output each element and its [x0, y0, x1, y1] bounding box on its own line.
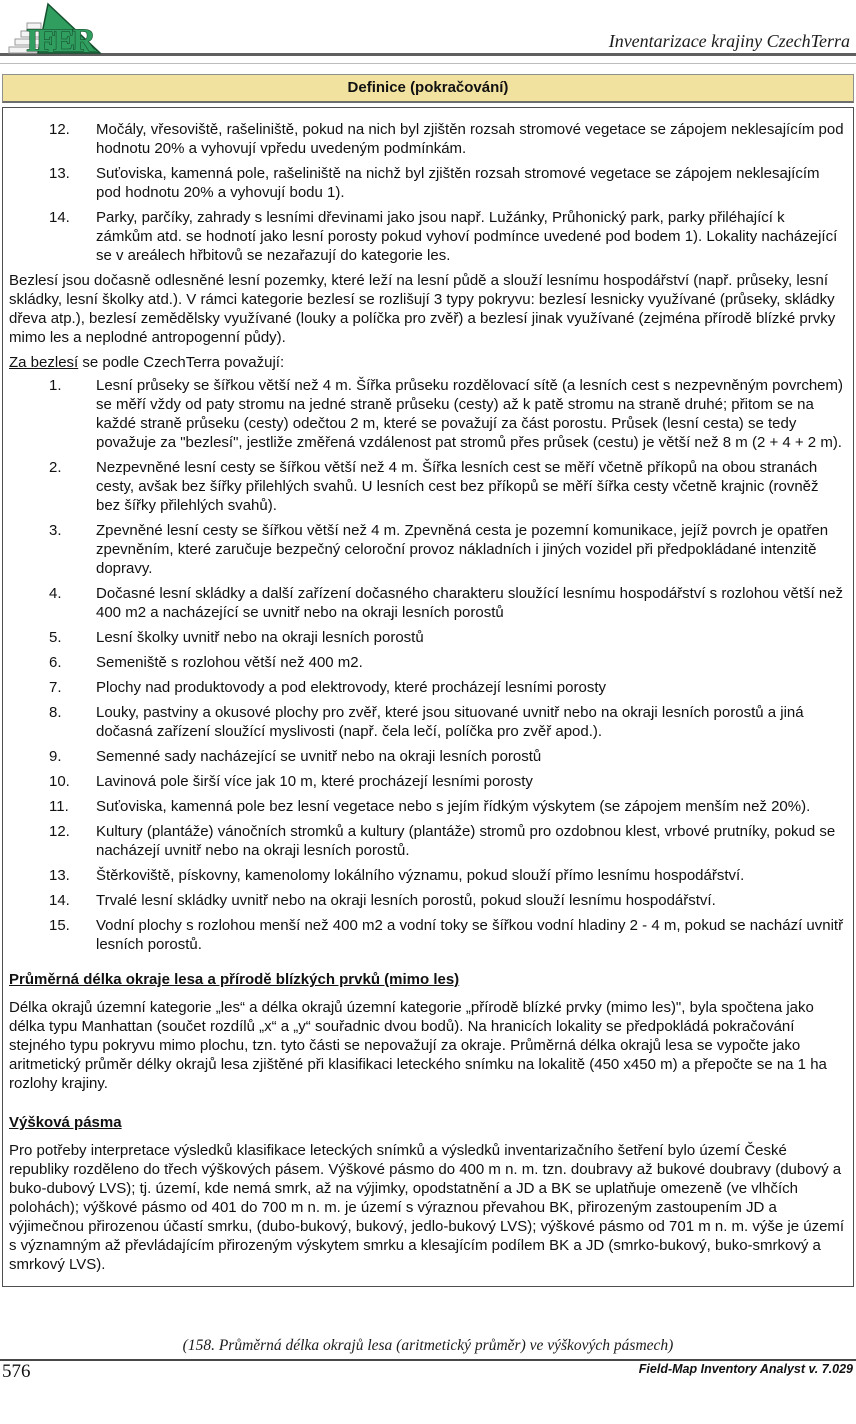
list-item	[9, 584, 845, 622]
document-title: Inventarizace krajiny CzechTerra	[608, 31, 850, 51]
list-item-text: Semenné sady nacházející se uvnitř nebo na okraji lesních porostů	[96, 748, 542, 765]
list-item	[9, 797, 845, 816]
list-item-text: Močály, vřesoviště, rašeliniště, pokud na nich byl zjištěn rozsah stromové vegetace se zápojem neklesajícím pod hodnotu 20% a vyhovují vpředu uvedeným podmínkám.	[96, 121, 844, 157]
list-item-text: Kultury (plantáže) vánočních stromků a kultury (plantáže) stromů pro ozdobnou klest, vrbové prutníky, pokud se nacházejí uvnitř nebo na okraji lesních porostů.	[96, 823, 836, 859]
list-item-number: 11.	[49, 798, 69, 815]
paragraph-average-edge-length: Délka okrajů územní kategorie „les“ a délka okrajů územní kategorie „přírodě blízké prvky (mimo les)", byla spočtena jako délka typu Manhattan (součet rozdílů „x“ a „y“ souřadnic dvou bodů). Na hranicích lokality se předpokládá pokračování stejného typu pokryvu mimo plochu, tzn. tyto části se nepovažují za okraje. Průměrná délka okrajů lesa se vypočte jako aritmetický průměr délky okrajů lesa zjištěné při klasifikaci leteckého snímku na lokalitě (450 x450 m) a přepočte se na 1 ha rozlohy krajiny.	[9, 999, 827, 1092]
section-title-bar: Definice (pokračování)	[2, 74, 854, 103]
header-rule	[0, 56, 856, 64]
list-item-text: Dočasné lesní skládky a další zařízení dočasného charakteru sloužící lesnímu hospodářství s rozlohou větší než 400 m2 a nacházející se uvnitř nebo na okraji lesních porostů	[96, 585, 844, 621]
list-item-text: Suťoviska, kamenná pole bez lesní vegetace nebo s jejím řídkým výskytem (se zápojem menším než 20%).	[96, 798, 811, 815]
list-item-text: Štěrkoviště, pískovny, kamenolomy lokálního významu, pokud slouží přímo lesnímu hospodářství.	[96, 867, 745, 884]
list-item	[9, 703, 845, 741]
app-version-label: Field-Map Inventory Analyst v. 7.029	[638, 1362, 853, 1376]
list-item	[9, 164, 845, 202]
definition-list-b	[9, 376, 845, 954]
list-item-number: 10.	[49, 773, 70, 790]
ifer-logo	[8, 2, 102, 56]
list-item-text: Trvalé lesní skládky uvnitř nebo na okraji lesních porostů, pokud slouží lesnímu hospodářství.	[96, 892, 716, 909]
list-item	[9, 678, 845, 697]
list-item-text: Nezpevněné lesní cesty se šířkou větší než 4 m. Šířka lesních cest se měří včetně příkopů na obou stranách cesty, avšak bez šířky přilehlých svahů. U lesních cest bez příkopů se měří šířka cesty včetně krajnic (rovněž bez šířky přilehlých svahů).	[96, 459, 819, 514]
list-item-number: 8.	[49, 704, 62, 721]
list-item	[9, 772, 845, 791]
list-item	[9, 376, 845, 452]
list-item-text: Plochy nad produktovody a pod elektrovody, které procházejí lesními porosty	[96, 679, 606, 696]
definitions-content-box	[2, 107, 854, 1287]
list-item-text: Lesní průseky se šířkou větší než 4 m. Šířka průseku rozdělovací sítě (a lesních cest s nezpevněným povrchem) se měří vždy od paty stromu na jedné straně průseku (cesty) až k patě stromu na straně druhé; přitom se na každé straně průseku (cesty) odečtou 2 m, které se považují za část porostu. Průsek (lesní cesta) se tedy považuje za "bezlesí", jestliže změřená vzdálenost pat stromů přes průsek (cestu) je větší než 8 m (2 + 4 + 2 m).	[96, 377, 843, 451]
list-item-number: 12.	[49, 121, 70, 138]
figure-caption: (158. Průměrná délka okrajů lesa (aritmetický průměr) ve výškových pásmech)	[182, 1337, 674, 1354]
list-item-number: 14.	[49, 209, 70, 226]
list-item-number: 9.	[49, 748, 62, 765]
list-item	[9, 822, 845, 860]
intro-underlined-phrase: Za bezlesí	[9, 354, 79, 371]
page-header	[0, 0, 856, 56]
footer-row	[0, 1361, 856, 1383]
list-item-number: 13.	[49, 165, 70, 182]
list-item	[9, 916, 845, 954]
list-item-number: 15.	[49, 917, 70, 934]
list-item-number: 12.	[49, 823, 70, 840]
list-item	[9, 866, 845, 885]
list-item-text: Lesní školky uvnitř nebo na okraji lesních porostů	[96, 629, 424, 646]
list-item	[9, 653, 845, 672]
intro-rest: se podle CzechTerra považují:	[78, 354, 285, 371]
logo-letters: IFER	[26, 23, 93, 56]
list-item-text: Semeniště s rozlohou větší než 400 m2.	[96, 654, 363, 671]
paragraph-bezlesi: Bezlesí jsou dočasně odlesněné lesní pozemky, které leží na lesní půdě a slouží lesnímu hospodářství (např. průseky, lesní skládky, lesní školky atd.). V rámci kategorie bezlesí se rozlišují 3 typy pokryvu: bezlesí lesnicky využívané (průseky, skládky dřeva atp.), bezlesí zemědělsky využívané (louky a políčka pro zvěř) a bezlesí jinak využívané (zejména přírodě blízké prvky mimo les a neplodné antropogenní půdy).	[9, 272, 836, 346]
list-item-number: 5.	[49, 629, 62, 646]
list-item-number: 6.	[49, 654, 62, 671]
list-item-text: Lavinová pole širší více jak 10 m, které procházejí lesními porosty	[96, 773, 533, 790]
list-item-number: 1.	[49, 377, 62, 394]
list-item-number: 7.	[49, 679, 62, 696]
list-item-number: 3.	[49, 522, 62, 539]
list-item-text: Vodní plochy s rozlohou menší než 400 m2 a vodní toky se šířkou vodní hladiny 2 - 4 m, pokud se nachází uvnitř lesních porostů.	[96, 917, 844, 953]
list-item	[9, 747, 845, 766]
list-item-text: Suťoviska, kamenná pole, rašeliniště na nichž byl zjištěn rozsah stromové vegetace se zápojem neklesajícím pod hodnotu 20% a vyhovují bodu 1).	[96, 165, 820, 201]
list-item-number: 14.	[49, 892, 70, 909]
list-item-text: Louky, pastviny a okusové plochy pro zvěř, které jsou situované uvnitř nebo na okraji lesních porostů a jiná dočasná zařízení sloužící myslivosti (např. čela lečí, políčka pro zvěř apod.).	[96, 704, 804, 740]
intro-line	[9, 353, 845, 372]
heading-elevation-zones: Výšková pásma	[9, 1114, 122, 1131]
list-item-text: Parky, parčíky, zahrady s lesními dřevinami jako jsou např. Lužánky, Průhonický park, parky přiléhající k zámkům atd. se hodnotí jako lesní porosty pokud vyhoví podmínce uvedené pod bodem 1). Lokality nacházející se v areálech hřbitovů se nezařazují do kategorie les.	[96, 209, 838, 264]
list-item-number: 2.	[49, 459, 62, 476]
list-item-text: Zpevněné lesní cesty se šířkou větší než 4 m. Zpevněná cesta je pozemní komunikace, jejíž povrch je opatřen zpevněním, které zaručuje bezpečný celoroční provoz nákladních i jiných vozidel při předpokládané intenzitě dopravy.	[96, 522, 829, 577]
paragraph-elevation-zones: Pro potřeby interpretace výsledků klasifikace leteckých snímků a výsledků inventarizačního šetření bylo území České republiky rozděleno do třech výškových pásem. Výškové pásmo do 400 m n. m. tzn. doubravy až bukové doubravy (dubový a buko-dubový LVS); tj. území, kde nemá smrk, až na výjimky, opodstatnění a JD a BK se uplatňuje omezeně (ve vlhčích polohách); výškové pásmo od 401 do 700 m n. m. je území s výraznou převahou BK, přirozeným zastoupením JD a výjimečnou přirozenou účastí smrku, (dubo-bukový, bukový, jedlo-bukový LVS); výškové pásmo od 701 m n. m. výše je území s významným až převládajícím přirozeným výskytem smrku a klesajícím podílem BK a JD (smrko-bukový, buko-smrkový a smrkový LVS).	[9, 1142, 845, 1273]
list-item-number: 13.	[49, 867, 70, 884]
list-item	[9, 458, 845, 515]
list-item	[9, 521, 845, 578]
list-item	[9, 208, 845, 265]
list-item	[9, 891, 845, 910]
list-item	[9, 120, 845, 158]
heading-average-edge-length: Průměrná délka okraje lesa a přírodě blízkých prvků (mimo les)	[9, 971, 460, 988]
page-number: 576	[2, 1361, 31, 1382]
list-item	[9, 628, 845, 647]
list-item-number: 4.	[49, 585, 62, 602]
definition-list-a	[9, 120, 845, 265]
